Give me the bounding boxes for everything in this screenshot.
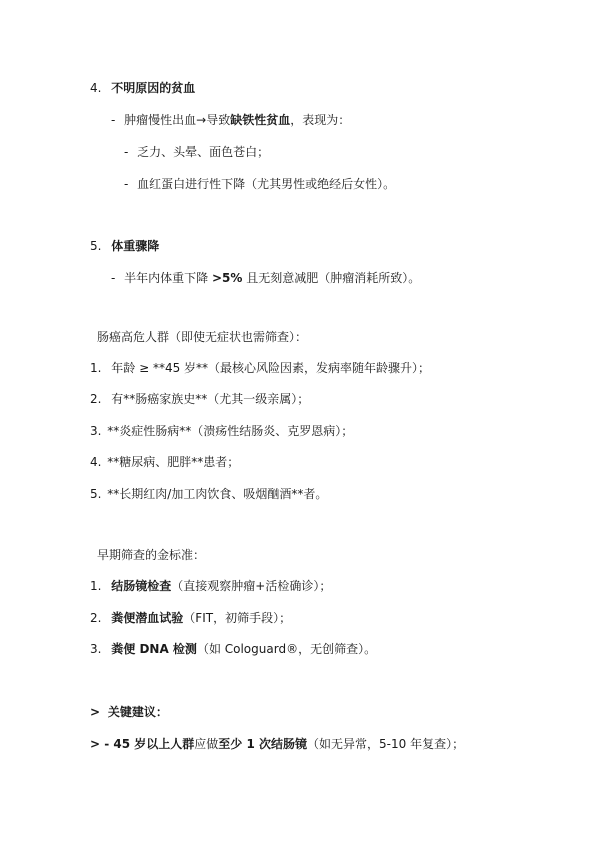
screening-item-2	[90, 610, 291, 626]
screening-item-1	[90, 578, 331, 594]
risk-group-title: 肠癌高危人群（即使无症状也需筛查）：	[97, 330, 308, 344]
risk-item-number: 1.	[90, 361, 102, 375]
screening-item-number: 2.	[90, 611, 102, 625]
section-4-title: 不明原因的贫血	[111, 81, 196, 95]
risk-item-text: **炎症性肠病**（溃疡性结肠炎、克罗恩病）；	[107, 424, 354, 438]
advice-line	[90, 736, 464, 752]
section-5-heading	[90, 238, 159, 254]
section-4-bullet-3	[124, 176, 395, 192]
risk-item-text: 年龄 ≥ **45 岁**（最核心风险因素，发病率随年龄骤升）；	[111, 361, 431, 375]
advice-text-rest: （如无异常，5-10 年复查）；	[307, 737, 465, 751]
risk-item-2	[90, 391, 309, 407]
risk-item-number: 5.	[90, 487, 102, 501]
bullet-text: 半年内体重下降	[124, 271, 212, 285]
bullet-text: 血红蛋白进行性下降（尤其男性或绝经后女性）。	[137, 177, 396, 191]
section-5-title: 体重骤降	[111, 239, 160, 253]
risk-item-text: **长期红肉/加工肉饮食、吸烟酗酒**者。	[107, 487, 328, 501]
section-4-heading	[90, 80, 195, 96]
bullet-bold-text: 缺铁性贫血	[230, 113, 291, 127]
bullet-text: 肿瘤慢性出血→导致	[124, 113, 231, 127]
screening-item-number: 3.	[90, 642, 102, 656]
screening-item-bold: 粪便潜血试验	[111, 611, 184, 625]
section-4-bullet-2	[124, 144, 269, 160]
screening-item-rest: （FIT，初筛手段）；	[183, 611, 292, 625]
bullet-dash: -	[124, 177, 129, 191]
risk-item-text: 有**肠癌家族史**（尤其一级亲属）；	[111, 392, 310, 406]
advice-bold-2: 至少 1 次结肠镜	[218, 737, 308, 751]
advice-line-prefix: > -	[90, 737, 114, 751]
bullet-bold-text: >5%	[212, 271, 243, 285]
section-5-number: 5.	[90, 239, 102, 253]
blockquote-marker: >	[90, 705, 101, 719]
screening-item-3	[90, 641, 376, 657]
risk-item-text: **糖尿病、肥胖**患者；	[107, 455, 240, 469]
screening-item-rest: （如 Cologuard®，无创筛查）。	[196, 642, 377, 656]
screening-item-rest: （直接观察肿瘤+活检确诊）；	[171, 579, 332, 593]
bullet-text-tail: ，表现为：	[290, 113, 351, 127]
risk-item-number: 3.	[90, 424, 102, 438]
section-5-bullet-1	[111, 270, 420, 286]
section-4-number: 4.	[90, 81, 102, 95]
advice-heading	[90, 704, 168, 720]
risk-item-number: 2.	[90, 392, 102, 406]
bullet-dash: -	[111, 271, 116, 285]
section-4-bullet-1	[111, 112, 350, 128]
risk-item-1	[90, 360, 430, 376]
advice-title: 关键建议：	[107, 705, 168, 719]
screening-item-bold: 结肠镜检查	[111, 579, 172, 593]
risk-item-number: 4.	[90, 455, 102, 469]
advice-bold-1: 45 岁以上人群	[113, 737, 195, 751]
bullet-dash: -	[124, 145, 129, 159]
risk-item-4	[90, 454, 239, 470]
screening-title: 早期筛查的金标准：	[97, 548, 206, 562]
bullet-dash: -	[111, 113, 116, 127]
bullet-text: 乏力、头晕、面色苍白；	[137, 145, 270, 159]
advice-text-mid: 应做	[194, 737, 219, 751]
risk-item-5	[90, 486, 327, 502]
screening-item-bold: 粪便 DNA 检测	[111, 642, 197, 656]
risk-item-3	[90, 423, 353, 439]
bullet-text-tail: 且无刻意减肥（肿瘤消耗所致）。	[242, 271, 421, 285]
screening-item-number: 1.	[90, 579, 102, 593]
